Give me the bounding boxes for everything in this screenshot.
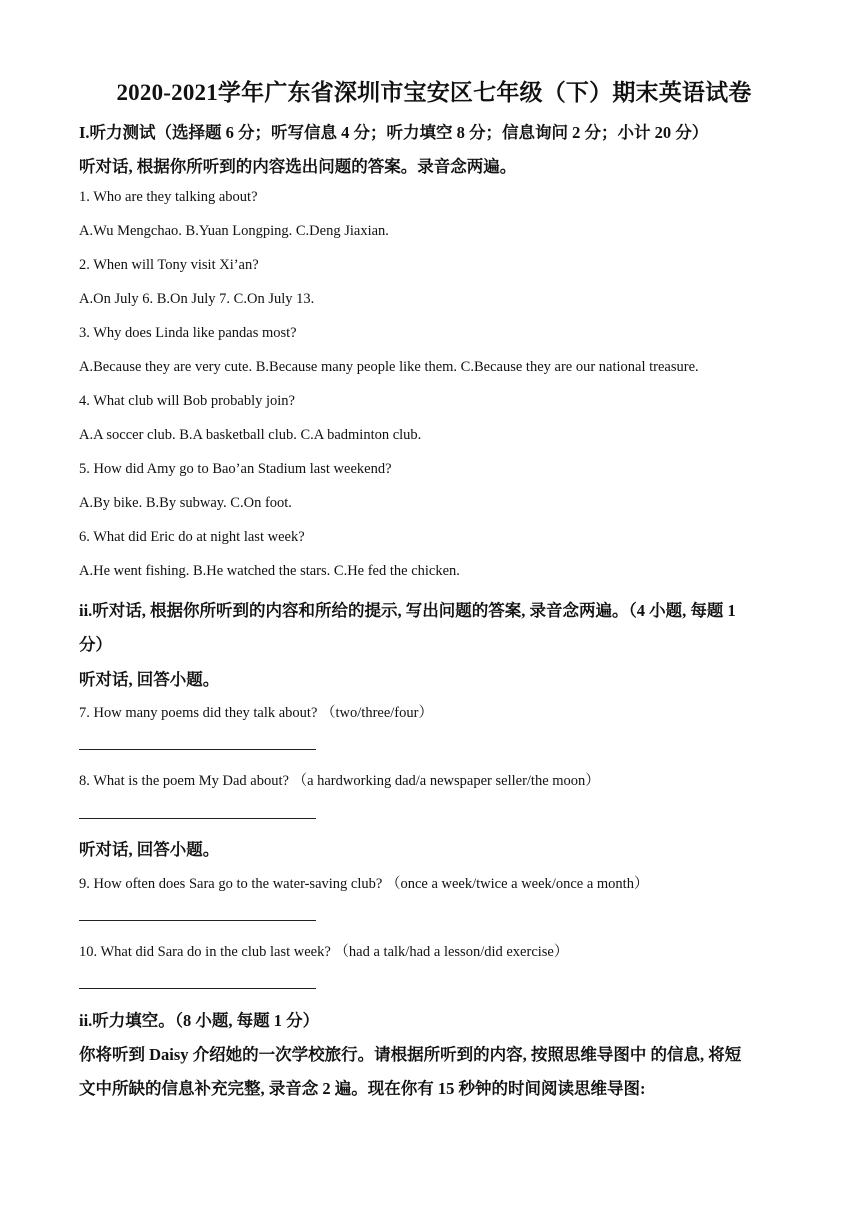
section3-heading: ii.听力填空。（8 小题, 每题 1 分） [79,1011,320,1030]
question-4: 4. What club will Bob probably join? [79,393,295,409]
options-5: A.By bike. B.By subway. C.On foot. [79,495,292,511]
section1-heading: I.听力测试（选择题 6 分；听写信息 4 分；听力填空 8 分；信息询问 2 分；小计 20 分） [79,123,709,142]
answer-blank-7[interactable] [79,749,316,750]
answer-blank-10[interactable] [79,988,316,989]
section2-subheading-1: 听对话, 回答小题。 [79,670,220,689]
answer-blank-9[interactable] [79,920,316,921]
options-3: A.Because they are very cute. B.Because many people like them. C.Because they are our national treasure. [79,359,699,375]
options-1: A.Wu Mengchao. B.Yuan Longping. C.Deng Jiaxian. [79,223,389,239]
question-7: 7. How many poems did they talk about? （two/three/four） [79,705,433,721]
options-2: A.On July 6. B.On July 7. C.On July 13. [79,291,315,307]
section3-instruction-line1: 你将听到 Daisy 介绍她的一次学校旅行。请根据所听到的内容, 按照思维导图中 的信息, 将短 [79,1045,742,1064]
section2-subheading-2: 听对话, 回答小题。 [79,840,220,859]
question-8: 8. What is the poem My Dad about? （a hardworking dad/a newspaper seller/the moon） [79,773,600,789]
section1-instruction: 听对话, 根据你所听到的内容选出问题的答案。录音念两遍。 [79,157,517,176]
question-1: 1. Who are they talking about? [79,189,258,205]
page-title: 2020-2021学年广东省深圳市宝安区七年级（下）期末英语试卷 [116,80,752,105]
section2-heading-line1: ii.听对话, 根据你所听到的内容和所给的提示, 写出问题的答案, 录音念两遍。（4 小题, 每题 1 [79,601,736,620]
section3-instruction-line2: 文中所缺的信息补充完整, 录音念 2 遍。现在你有 15 秒钟的时间阅读思维导图: [79,1079,646,1098]
question-5: 5. How did Amy go to Bao’an Stadium last weekend? [79,461,392,477]
answer-blank-8[interactable] [79,818,316,819]
question-2: 2. When will Tony visit Xi’an? [79,257,259,273]
section2-heading-line2: 分） [79,635,112,654]
question-3: 3. Why does Linda like pandas most? [79,325,297,341]
options-6: A.He went fishing. B.He watched the stars. C.He fed the chicken. [79,563,460,579]
question-10: 10. What did Sara do in the club last week? （had a talk/had a lesson/did exercise） [79,944,569,960]
options-4: A.A soccer club. B.A basketball club. C.A badminton club. [79,427,422,443]
question-9: 9. How often does Sara go to the water-saving club? （once a week/twice a week/once a month） [79,876,649,892]
question-6: 6. What did Eric do at night last week? [79,529,305,545]
